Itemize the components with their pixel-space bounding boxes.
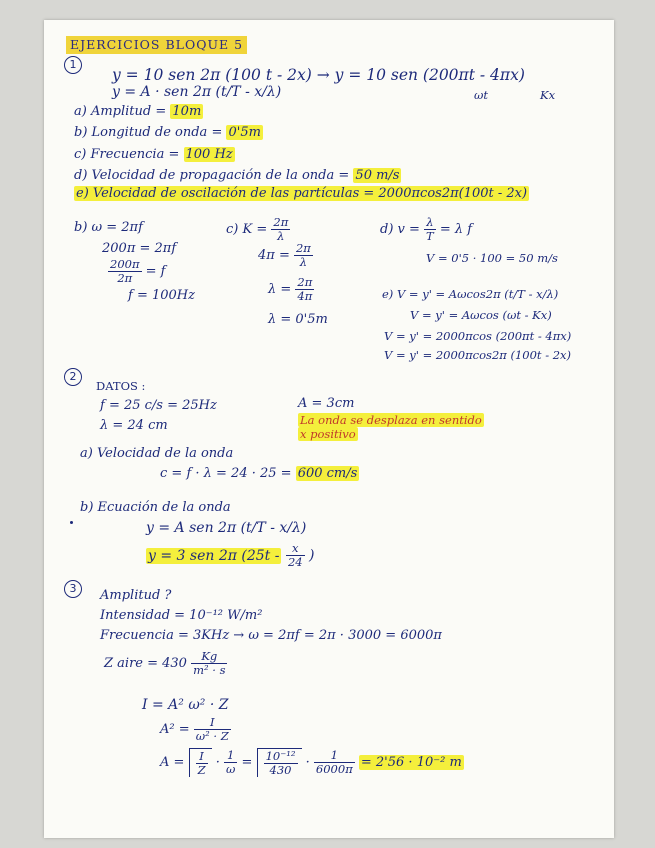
ex3-eq-amplitude: A = $\frac{I}{Z}$ · $\frac{1}{\omega}$ = $\frac{\text{10⁻¹²}}{430}$ · $\frac{1}{6000\pi}$ = 2'56 · 10⁻² m (160, 748, 462, 777)
ex1-a-answer: 10m (172, 104, 202, 119)
ex2-amplitude: A = 3cm (298, 396, 355, 411)
ex1-work-e-2: V = y' = Aωcos (ωt - Kx) (410, 308, 552, 322)
ex1-a-label: a) Amplitud = 10m (74, 104, 202, 119)
ex2-note-line-1: La onda se desplaza en sentido (300, 413, 482, 427)
ex1-c-answer: 100 Hz (185, 147, 233, 162)
ex1-subscript-kx: Kx (540, 88, 556, 102)
ex1-work-d-2: V = 0'5 · 100 = 50 m/s (426, 251, 558, 265)
ex1-d-answer: 50 m/s (355, 168, 400, 183)
ex3-frequency: Frecuencia = 3KHz → ω = 2πf = 2π · 3000 = 6000π (100, 628, 442, 643)
ex1-work-e-3: V = y' = 2000πcos (200πt - 4πx) (384, 329, 572, 343)
ex1-work-b-4: f = 100Hz (128, 288, 195, 303)
ex3-impedance: Z aire = 430 $\frac{Kg}{\text{m² · s}}$ (104, 649, 226, 677)
ex1-work-b-3: $\frac{200\pi}{2\pi}$ = f (110, 257, 166, 285)
ex1-general-equation: y = A · sen 2π (t/T - x/λ) (112, 84, 282, 100)
ex2-wavelength: λ = 24 cm (100, 418, 168, 433)
ex1-work-e-1: e) V = y' = Aωcos2π (t/T - x/λ) (382, 287, 559, 301)
ex1-wave-equation: y = 10 sen 2π (100 t - 2x) → y = 10 sen (200πt - 4πx) (112, 66, 525, 84)
ex3-question: Amplitud ? (100, 588, 172, 603)
ex2-b-answer: y = 3 sen 2π (25t - $\frac{x}{24}$ ) (148, 541, 315, 569)
ex1-work-d-1: d) v = $\frac{\lambda}{T}$ = λ f (380, 215, 473, 243)
exercise-2-number: 2 (64, 368, 82, 386)
ex2-a-label: a) Velocidad de la onda (80, 446, 234, 461)
ex2-a-formula: c = f · λ = 24 · 25 = 600 cm/s (160, 466, 358, 481)
exercise-3-number: 3 (64, 580, 82, 598)
ex2-note-line-2: x positivo (300, 427, 356, 441)
ex1-d-label: d) Velocidad de propagación de la onda = 50 m/s (74, 168, 400, 183)
ex1-work-c-4: λ = 0'5m (268, 312, 328, 327)
ex2-datos-label: DATOS : (96, 379, 146, 393)
ex1-work-b-2: 200π = 2πf (102, 241, 177, 256)
ex2-frequency: f = 25 c/s = 25Hz (100, 398, 217, 413)
ex1-work-c-3: λ = $\frac{2\pi}{4\pi}$ (268, 275, 313, 303)
ex1-c-label: c) Frecuencia = 100 Hz (74, 147, 233, 162)
ex3-answer: = 2'56 · 10⁻² m (360, 755, 462, 770)
ex1-work-b-1: b) ω = 2πf (74, 220, 143, 235)
ex1-b-answer: 0'5m (228, 125, 261, 140)
page-title: EJERCICIOS BLOQUE 5 (66, 36, 247, 54)
ex3-eq-intensity: I = A² ω² · Z (142, 697, 229, 713)
ex1-subscript-wt: ωt (474, 88, 488, 102)
ex2-b-formula: y = A sen 2π (t/T - x/λ) (146, 520, 307, 536)
ex1-e-answer: e) Velocidad de oscilación de las partículas = 2000πcos2π(100t - 2x) (76, 186, 528, 201)
exercise-1-number: 1 (64, 56, 82, 74)
ex1-work-e-4: V = y' = 2000πcos2π (100t - 2x) (384, 348, 572, 362)
ex1-b-label: b) Longitud de onda = 0'5m (74, 125, 261, 140)
ex3-eq-a-squared: A² = $\frac{I}{\text{ω² · Z}}$ (160, 715, 229, 743)
margin-dot (70, 521, 73, 524)
ex2-b-label: b) Ecuación de la onda (80, 500, 231, 515)
ex3-intensity: Intensidad = 10⁻¹² W/m² (100, 608, 263, 623)
ex1-work-c-1: c) K = $\frac{2\pi}{\lambda}$ (226, 215, 289, 243)
ex1-work-c-2: 4π = $\frac{2\pi}{\lambda}$ (258, 241, 311, 269)
ex2-a-answer: 600 cm/s (297, 466, 358, 481)
